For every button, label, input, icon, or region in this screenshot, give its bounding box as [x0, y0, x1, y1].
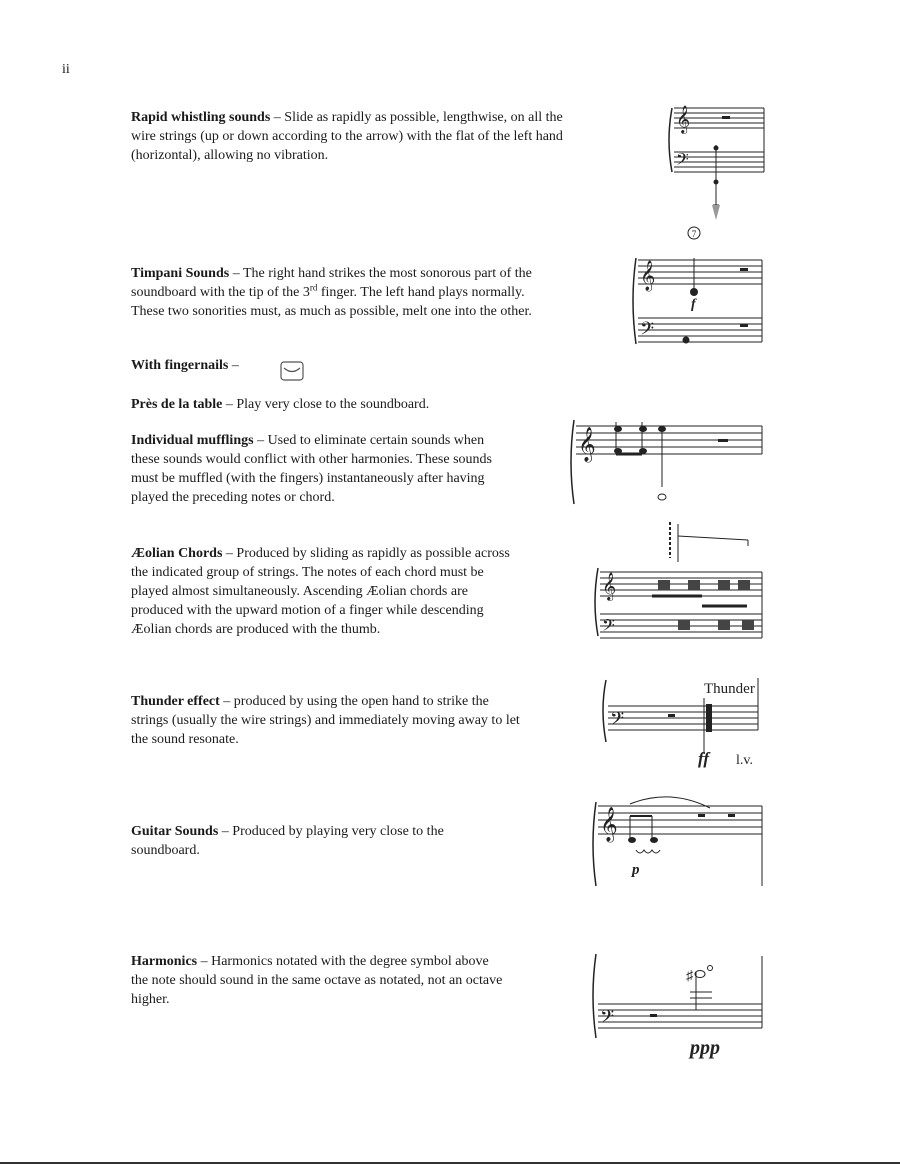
figure-aeolian-chords [592, 522, 767, 642]
figure-rapid-whistling [664, 100, 774, 220]
dynamic-marking: p [632, 862, 640, 878]
dynamic-marking: ff [698, 749, 710, 768]
bass-clef-icon: 𝄢 [610, 708, 625, 733]
figure-individual-mufflings [568, 412, 768, 508]
line: These two sonorities must, as much as possible, melt one into the other. [131, 304, 532, 319]
figure-thunder-effect [598, 672, 768, 772]
fingernail-icon [280, 361, 304, 381]
term: Individual mufflings [131, 433, 254, 448]
line: must be muffled (with the fingers) instantaneously after having [131, 471, 485, 486]
line: Slide as rapidly as possible, lengthwise, on all the [284, 110, 563, 125]
line: The right hand strikes the most sonorous part of the [242, 266, 532, 281]
line: Produced by sliding as rapidly as possible across [236, 546, 510, 561]
term: Timpani Sounds [131, 266, 230, 281]
entry-thunder-effect [131, 692, 520, 749]
entry-harmonics [131, 952, 502, 1009]
line: soundboard. [131, 843, 200, 858]
sep: – [270, 110, 285, 125]
term: Guitar Sounds [131, 824, 219, 839]
superscript: rd [309, 282, 318, 293]
text: soundboard with the tip of the 3 [131, 285, 310, 300]
figure-harmonics [590, 946, 766, 1058]
entry-guitar-sounds [131, 822, 444, 860]
page-number: ii [62, 62, 70, 77]
term: Thunder effect [131, 694, 220, 709]
entry-fingernails [131, 356, 239, 375]
sep: – [253, 433, 268, 448]
bass-clef-icon: 𝄢 [602, 617, 615, 639]
line [131, 283, 532, 302]
line: the indicated group of strings. The notes of each chord must be [131, 565, 484, 580]
bass-clef-icon: 𝄢 [600, 1006, 615, 1031]
treble-clef-icon: 𝄞 [602, 574, 617, 600]
line: produced by using the open hand to strike the [233, 694, 489, 709]
sep: – [222, 546, 237, 561]
line: higher. [131, 992, 170, 1007]
sep: – [197, 954, 212, 969]
line: wire strings (up or down according to the arrow) with the flat of the left hand [131, 129, 563, 144]
term: Æolian Chords [131, 546, 223, 561]
term: Rapid whistling sounds [131, 110, 271, 125]
line: Used to eliminate certain sounds when [267, 433, 485, 448]
treble-clef-icon: 𝄞 [600, 808, 618, 841]
entry-timpani [131, 264, 532, 321]
entry-rapid-whistling [131, 108, 563, 165]
figure-guitar-sounds [590, 794, 766, 890]
line: produced with the upward motion of a finger while descending [131, 603, 484, 618]
line: (horizontal), allowing no vibration. [131, 148, 329, 163]
line: played almost simultaneously. Ascending Æolian chords are [131, 584, 468, 599]
line: Play very close to the soundboard. [236, 397, 430, 412]
line: strings (usually the wire strings) and immediately moving away to let [131, 713, 520, 728]
figure-timpani [630, 222, 770, 372]
sep: – [218, 824, 233, 839]
term: With fingernails [131, 358, 229, 373]
line: the note should sound in the same octave as notated, not an octave [131, 973, 503, 988]
thunder-label: Thunder [704, 681, 755, 697]
line: Produced by playing very close to the [232, 824, 444, 839]
entry-individual-mufflings [131, 431, 492, 507]
bass-clef-icon: 𝄢 [640, 318, 655, 343]
line: the sound resonate. [131, 732, 239, 747]
term: Harmonics [131, 954, 198, 969]
dynamic-marking: ppp [690, 1037, 720, 1059]
sep: – [229, 266, 243, 281]
treble-clef-icon: 𝄞 [578, 428, 596, 461]
svg-text:♯: ♯ [686, 969, 693, 984]
sep: – [222, 397, 237, 412]
line: Æolian chords are produced with the thumb. [131, 622, 381, 637]
entry-aeolian-chords [131, 544, 510, 639]
line: played the preceding notes or chord. [131, 490, 335, 505]
term: Près de la table [131, 397, 223, 412]
text: finger. The left hand plays normally. [317, 285, 525, 300]
entry-pres-de-la-table [131, 395, 429, 414]
line: Harmonics notated with the degree symbol above [211, 954, 489, 969]
treble-clef-icon: 𝄞 [676, 107, 691, 133]
dynamic-marking: f [691, 297, 696, 312]
sep: – [219, 694, 234, 709]
bass-clef-icon: 𝄢 [676, 151, 689, 173]
string-number-marker: 7 [691, 229, 697, 239]
lv-marking: l.v. [736, 753, 753, 768]
treble-clef-icon: 𝄞 [640, 261, 656, 290]
line: these sounds would conflict with other harmonies. These sounds [131, 452, 492, 467]
sep: – [228, 358, 239, 373]
